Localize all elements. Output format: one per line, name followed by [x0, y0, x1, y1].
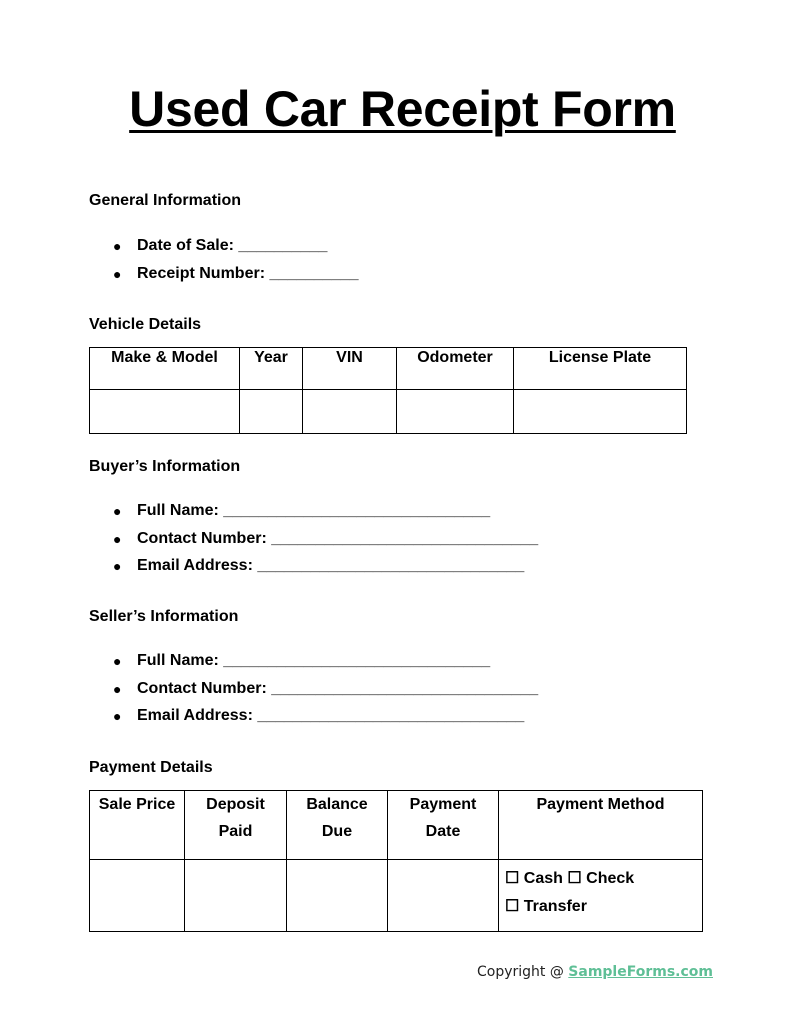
page-title: Used Car Receipt Form [129, 81, 676, 137]
bullet-icon: ● [113, 653, 122, 669]
vehicle-table [89, 347, 687, 434]
col-year: Year [240, 348, 303, 390]
seller-fields-list [89, 651, 538, 734]
bullet-icon: ● [113, 238, 122, 254]
col-make-model: Make & Model [90, 348, 240, 390]
list-item-buyer-full-name[interactable]: ● Full Name: ______________________________ [113, 502, 491, 519]
buyer-fields-list [89, 501, 538, 584]
col-payment-date: Payment Date [388, 791, 499, 860]
cell-deposit-paid[interactable] [185, 860, 287, 932]
list-item-seller-email[interactable]: ● Email Address: ______________________________ [113, 707, 525, 724]
section-heading-vehicle: Vehicle Details [89, 316, 202, 333]
cell-vin[interactable] [303, 390, 397, 434]
section-heading-payment: Payment Details [89, 759, 213, 776]
blank-line[interactable]: ______________________________ [223, 652, 491, 669]
copyright-footer: Copyright @ SampleForms.com [476, 964, 713, 980]
list-item-buyer-email[interactable]: ● Email Address: ______________________________ [113, 557, 525, 574]
cell-make-model[interactable] [90, 390, 240, 434]
blank-line[interactable]: ______________________________ [271, 679, 539, 697]
blank-line[interactable]: ______________________________ [257, 707, 525, 724]
blank-line[interactable]: ______________________________ [257, 557, 525, 574]
blank-line[interactable]: ______________________________ [223, 502, 491, 519]
bullet-icon: ● [113, 530, 122, 547]
payment-method-options-line1[interactable]: ☐ Cash ☐ Check [505, 870, 635, 887]
cell-year[interactable] [240, 390, 303, 434]
col-sale-price: Sale Price [90, 791, 185, 860]
table-header-row [90, 348, 687, 390]
col-license-plate: License Plate [514, 348, 687, 390]
blank-line[interactable]: ______________________________ [271, 529, 539, 547]
col-balance-due: Balance Due [287, 791, 388, 860]
bullet-icon: ● [113, 503, 122, 519]
section-heading-buyer: Buyer’s Information [89, 458, 241, 475]
blank-line[interactable]: __________ [269, 264, 359, 282]
table-row [90, 390, 687, 434]
sampleforms-link[interactable]: SampleForms.com [568, 964, 713, 980]
cell-odometer[interactable] [397, 390, 514, 434]
general-fields-list [89, 236, 358, 291]
blank-line[interactable]: __________ [238, 237, 328, 254]
list-item-receipt-number[interactable]: ● Receipt Number: __________ [113, 264, 359, 282]
payment-table [89, 790, 703, 932]
cell-balance-due[interactable] [287, 860, 388, 932]
bullet-icon: ● [113, 558, 122, 574]
bullet-icon: ● [113, 680, 122, 697]
col-odometer: Odometer [397, 348, 514, 390]
cell-payment-method[interactable] [499, 860, 703, 932]
list-item-buyer-contact-number[interactable]: ● Contact Number: ______________________________ [113, 529, 539, 547]
col-deposit-paid: Deposit Paid [185, 791, 287, 860]
list-item-seller-contact-number[interactable]: ● Contact Number: ______________________________ [113, 679, 539, 697]
col-payment-method: Payment Method [499, 791, 703, 860]
cell-payment-date[interactable] [388, 860, 499, 932]
cell-sale-price[interactable] [90, 860, 185, 932]
col-vin: VIN [303, 348, 397, 390]
bullet-icon: ● [113, 708, 122, 724]
table-row [90, 860, 703, 932]
list-item-date-of-sale[interactable]: ● Date of Sale: __________ [113, 237, 328, 254]
payment-method-options-line2[interactable]: ☐ Transfer [505, 898, 587, 915]
bullet-icon: ● [113, 265, 122, 282]
section-heading-seller: Seller’s Information [89, 608, 239, 625]
table-header-row [90, 791, 703, 860]
list-item-seller-full-name[interactable]: ● Full Name: ______________________________ [113, 652, 491, 669]
section-heading-general: General Information [89, 192, 242, 209]
cell-license-plate[interactable] [514, 390, 687, 434]
